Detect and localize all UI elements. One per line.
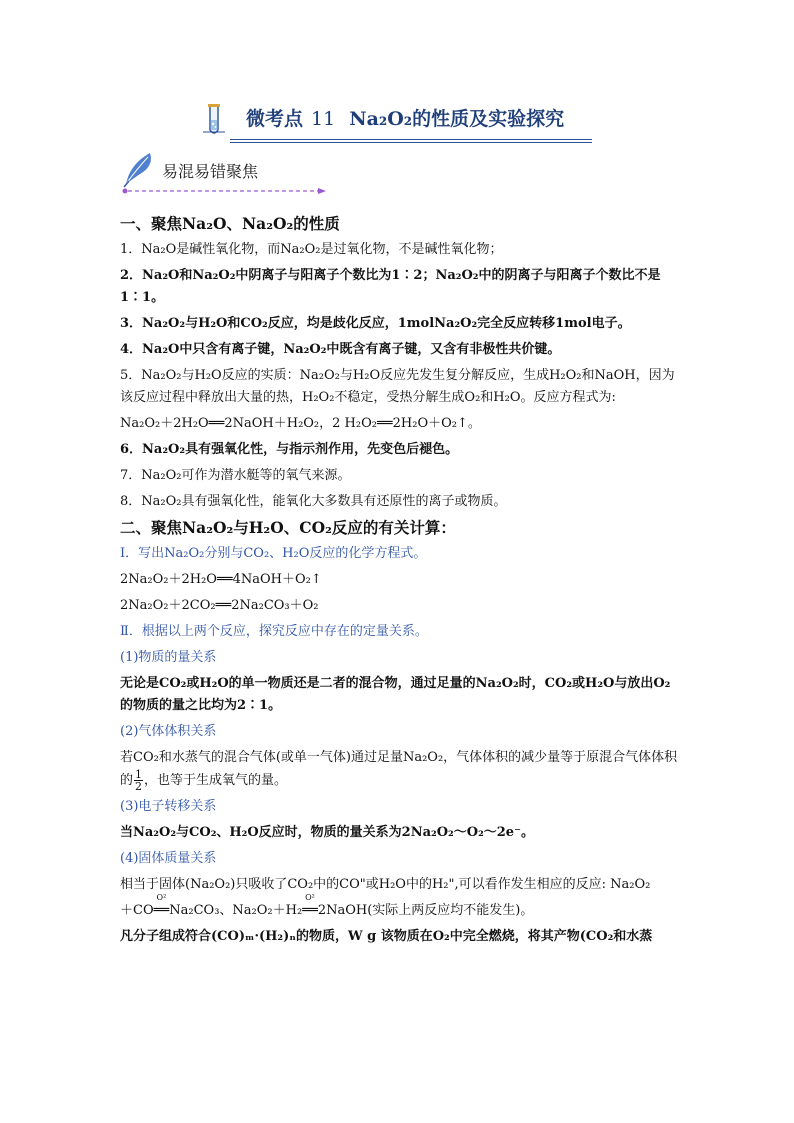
title-underline bbox=[230, 139, 592, 140]
subsection-4-b2: Na₂CO₃、Na₂O₂＋H₂ bbox=[169, 903, 303, 918]
reaction-arrow-2: O² ══ bbox=[302, 893, 318, 918]
section-header bbox=[120, 150, 350, 200]
subsection-2-text bbox=[120, 747, 680, 792]
fraction-denominator: 2 bbox=[135, 780, 143, 793]
part2-equation-2: 2Na₂O₂＋2CO₂══2Na₂CO₃＋O₂ bbox=[120, 598, 319, 613]
title-prefix: 微考点 bbox=[246, 108, 304, 130]
subsection-1-text: 无论是CO₂或H₂O的单一物质还是二者的混合物，通过足量的Na₂O₂时，CO₂或H₂O与放出O₂的物质的量之比均为2∶1。 bbox=[120, 676, 671, 713]
title-underline-2 bbox=[230, 142, 592, 143]
reaction-condition-1: O² bbox=[156, 893, 167, 902]
subsection-2-title: (2)气体体积关系 bbox=[120, 724, 217, 739]
part2-question-1: Ⅰ．写出Na₂O₂分别与CO₂、H₂O反应的化学方程式。 bbox=[120, 546, 427, 561]
reaction-condition-2: O² bbox=[305, 893, 315, 902]
part1-heading: 一、聚焦Na₂O、Na₂O₂的性质 bbox=[120, 214, 340, 233]
part1-item-1: 1．Na₂O是碱性氧化物，而Na₂O₂是过氧化物，不是碱性氧化物； bbox=[120, 242, 503, 257]
subsection-4-last: 凡分子组成符合(CO)ₘ·(H₂)ₙ的物质，W g 该物质在O₂中完全燃烧，将其产物(CO₂和水蒸 bbox=[120, 929, 653, 944]
test-tube-icon bbox=[200, 102, 228, 138]
subsection-4-text-a: 相当于固体(Na₂O₂)只吸收了CO₂中的CO"或H₂O中的H₂",可以看作发生相应的反应: Na₂O₂ bbox=[120, 877, 651, 892]
part1-item-7: 7．Na₂O₂可作为潜水艇等的氧气来源。 bbox=[120, 468, 351, 483]
reaction-arrow-1: O² ══ bbox=[153, 893, 170, 918]
subsection-4-text-b bbox=[120, 893, 680, 922]
part1-item-4: 4．Na₂O中只含有离子键，Na₂O₂中既含有离子键，又含有非极性共价键。 bbox=[120, 342, 561, 357]
main-content bbox=[120, 213, 680, 952]
subsection-4-b3: 2NaOH(实际上两反应均不能发生)。 bbox=[317, 903, 534, 918]
part2-heading: 二、聚焦Na₂O₂与H₂O、CO₂反应的有关计算： bbox=[120, 518, 456, 537]
page-title bbox=[246, 104, 564, 131]
part1-item-3: 3．Na₂O₂与H₂O和CO₂反应，均是歧化反应，1molNa₂O₂完全反应转移1mol电子。 bbox=[120, 316, 631, 331]
part1-item-2: 2．Na₂O和Na₂O₂中阴离子与阳离子个数比为1∶2；Na₂O₂中的阴离子与阳离子个数比不是1∶1。 bbox=[120, 268, 661, 305]
subsection-3-text: 当Na₂O₂与CO₂、H₂O反应时，物质的量关系为2Na₂O₂～O₂～2e⁻。 bbox=[120, 825, 534, 840]
part1-item-8: 8．Na₂O₂具有强氧化性，能氧化大多数具有还原性的离子或物质。 bbox=[120, 494, 507, 509]
title-number: 11 bbox=[311, 108, 336, 130]
subsection-2-text-b: ，也等于生成氧气的量。 bbox=[144, 773, 288, 788]
part1-item-5: 5．Na₂O₂与H₂O反应的实质：Na₂O₂与H₂O反应先发生复分解反应，生成H₂O₂和NaOH，因为该反应过程中释放出大量的热，H₂O₂不稳定，受热分解生成O₂和H₂O。反应方程式为: bbox=[120, 368, 675, 405]
dashed-arrow-divider bbox=[122, 188, 327, 194]
part1-item-6: 6．Na₂O₂具有强氧化性，与指示剂作用，先变色后褪色。 bbox=[120, 442, 459, 457]
subsection-3-title: (3)电子转移关系 bbox=[120, 799, 217, 814]
part2-question-2: Ⅱ．根据以上两个反应，探究反应中存在的定量关系。 bbox=[120, 624, 428, 639]
subsection-4-b1: ＋CO bbox=[120, 903, 154, 918]
part1-item-5-equation: Na₂O₂＋2H₂O══2NaOH＋H₂O₂，2 H₂O₂══2H₂O＋O₂↑。 bbox=[120, 416, 481, 431]
feather-icon bbox=[120, 150, 156, 188]
fraction-numerator: 1 bbox=[135, 768, 143, 781]
section-label: 易混易错聚焦 bbox=[162, 162, 259, 181]
subsection-4-title: (4)固体质量关系 bbox=[120, 851, 217, 866]
title-main: Na₂O₂的性质及实验探究 bbox=[349, 108, 565, 130]
subsection-1-title: (1)物质的量关系 bbox=[120, 650, 217, 665]
title-banner bbox=[200, 100, 595, 146]
part2-equation-1: 2Na₂O₂＋2H₂O══4NaOH＋O₂↑ bbox=[120, 572, 322, 587]
fraction-half bbox=[134, 769, 143, 792]
subsection-2-text-a: 若CO₂和水蒸气的混合气体(或单一气体)通过足量Na₂O₂，气体体积的减少量等于原混合气体体积的 bbox=[120, 750, 678, 788]
